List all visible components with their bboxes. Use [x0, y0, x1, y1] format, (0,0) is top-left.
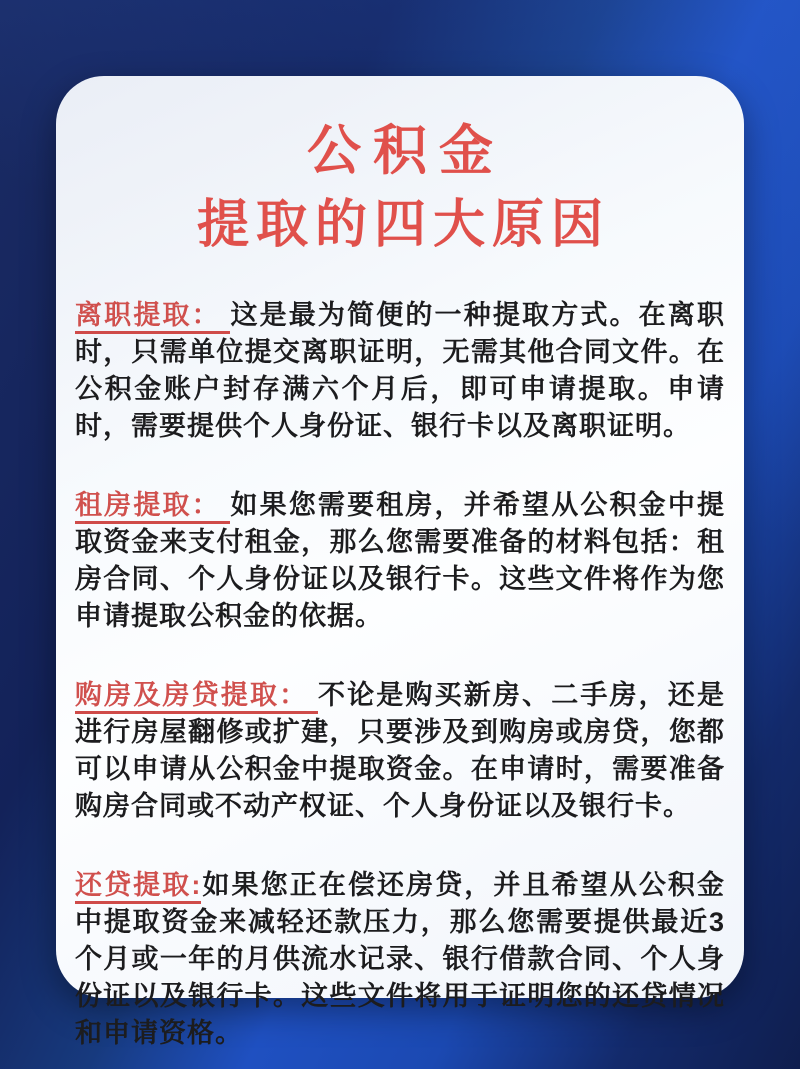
- section-resignation-body: 这是最为简便的一种提取方式。在离职时，只需单位提交离职证明，无需其他合同文件。在公积金账户封存满六个月后，即可申请提取。申请时，需要提供个人身份证、银行卡以及离职证明。: [75, 299, 725, 441]
- section-resignation-withdrawal: [75, 297, 725, 445]
- section-loan-repayment-withdrawal: [75, 867, 725, 1052]
- section-home-purchase-body: 不论是购买新房、二手房，还是进行房屋翻修或扩建，只要涉及到购房或房贷，您都可以申请从公积金中提取资金。在申请时，需要准备购房合同或不动产权证、个人身份证以及银行卡。: [75, 679, 725, 821]
- section-home-purchase-mortgage-withdrawal: [75, 677, 725, 825]
- section-rent-body: 如果您需要租房，并希望从公积金中提取资金来支付租金，那么您需要准备的材料包括：租房合同、个人身份证以及银行卡。这些文件将作为您申请提取公积金的依据。: [75, 489, 725, 631]
- poster-title-line2: 提取的四大原因: [196, 196, 610, 255]
- info-card: [56, 76, 744, 1048]
- section-rent-heading: 租房提取：: [75, 490, 230, 524]
- section-loan-repayment-heading: 还贷提取:: [75, 870, 201, 904]
- poster-title-line1: 公积金: [307, 121, 505, 181]
- section-home-purchase-heading: 购房及房贷提取：: [75, 680, 318, 714]
- poster-title: [75, 122, 725, 255]
- section-rent-withdrawal: [75, 487, 725, 635]
- section-resignation-heading: 离职提取：: [75, 300, 230, 334]
- section-loan-repayment-body: 如果您正在偿还房贷，并且希望从公积金中提取资金来减轻还款压力，那么您需要提供最近3个月或一年的月供流水记录、银行借款合同、个人身份证以及银行卡。这些文件将用于证明您的还贷情况和申请资格。: [75, 869, 725, 1048]
